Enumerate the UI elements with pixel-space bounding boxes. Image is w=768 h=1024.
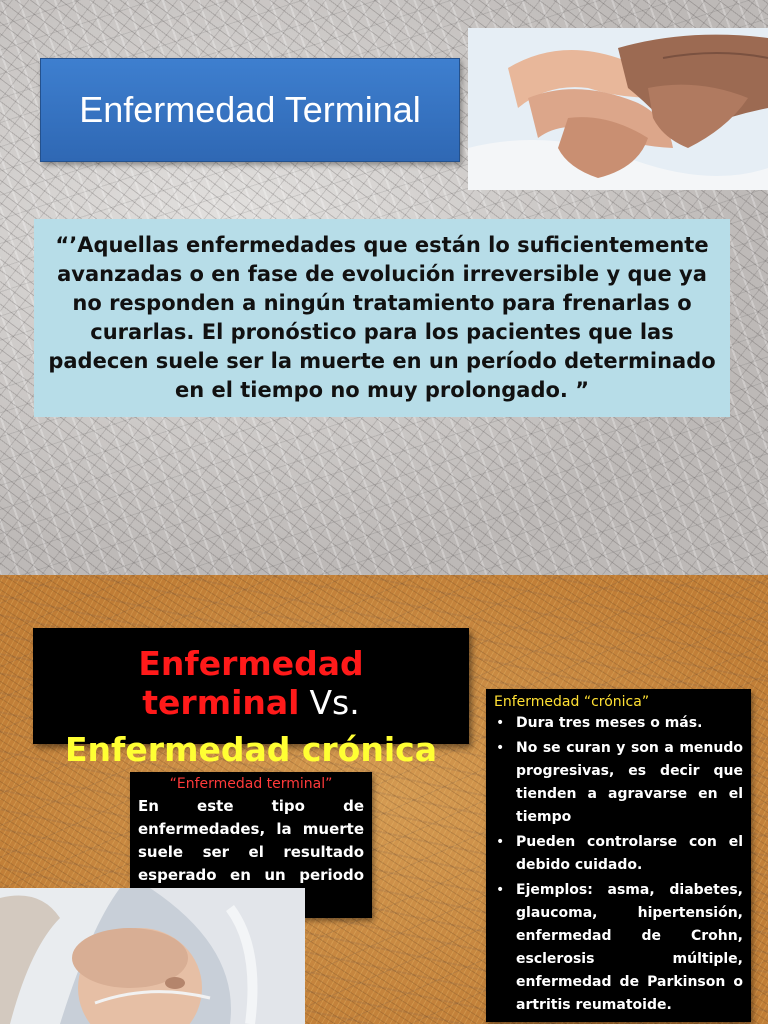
hands-illustration	[468, 28, 768, 190]
vs-label: Vs.	[309, 683, 360, 722]
list-item-text: Pueden controlarse con el debido cuidado.	[516, 834, 743, 873]
comparison-title-box	[33, 628, 469, 769]
list-item-text: No se curan y son a menudo progresivas, es decir que tienden a agravarse en el tiempo	[516, 740, 743, 825]
cronica-heading: Enfermedad crónica	[65, 730, 437, 769]
list-item	[494, 737, 743, 829]
slide-title-box	[40, 58, 460, 162]
hands-photo	[468, 28, 768, 190]
list-item-text: Dura tres meses o más.	[516, 715, 703, 731]
terminal-definition-heading: “Enfermedad terminal”	[169, 776, 333, 792]
comparison-title-line1	[33, 644, 469, 722]
patient-photo	[0, 888, 305, 1024]
bullet-icon: •	[496, 834, 505, 850]
definition-quote: “’Aquellas enfermedades que están lo suficientemente avanzadas o en fase de evolución irreversible y que ya no responden a ningún tratamiento para frenarlas o curarlas. El pronóstico para los pacientes que las padecen suele ser la muerte en un período determinado en el tiempo no muy prolongado. ”	[48, 233, 716, 402]
cronica-definition-box	[486, 689, 751, 1022]
bullet-icon: •	[496, 882, 505, 898]
cronica-list	[494, 712, 743, 1017]
list-item	[494, 831, 743, 877]
list-item	[494, 712, 743, 735]
terminal-heading: Enfermedad terminal	[138, 644, 364, 722]
list-item	[494, 879, 743, 1017]
patient-illustration	[0, 888, 305, 1024]
slide-terminal-vs-cronica	[0, 575, 768, 1024]
bullet-icon: •	[496, 715, 505, 731]
terminal-definition-body: En este tipo de enfermedades, la muerte suele ser el resultado esperado en un periodo	[138, 797, 364, 884]
list-item-text: Ejemplos: asma, diabetes, glaucoma, hipertensión, enfermedad de Crohn, esclerosis múltiple, enfermedad de Parkinson o artritis reumatoide.	[516, 882, 743, 1013]
cronica-definition-heading: Enfermedad “crónica”	[494, 694, 650, 710]
slide-title: Enfermedad Terminal	[79, 89, 421, 130]
definition-quote-box	[34, 219, 730, 417]
bullet-icon: •	[496, 740, 505, 756]
